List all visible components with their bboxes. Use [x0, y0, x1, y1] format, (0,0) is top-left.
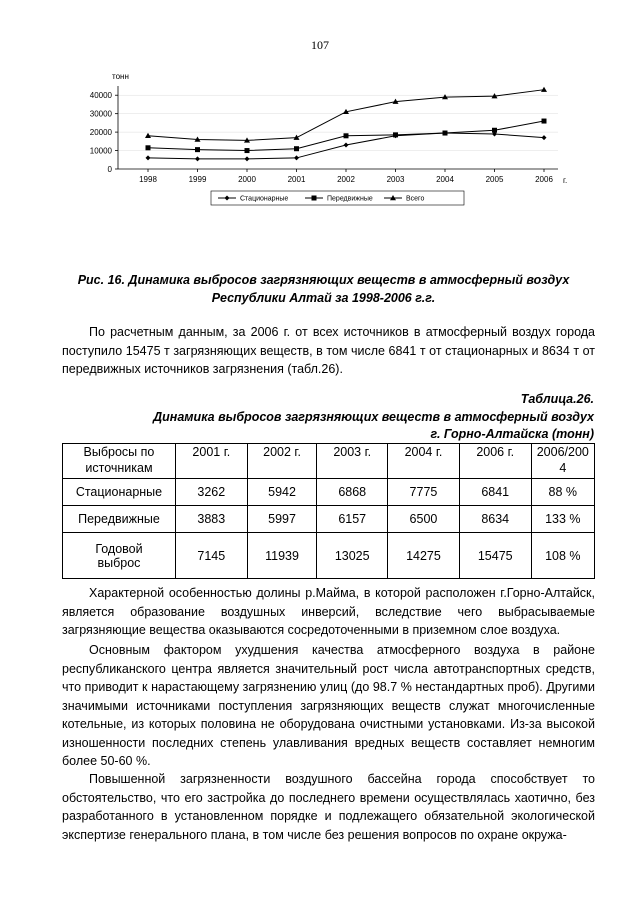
table-cell: 15475 [459, 533, 531, 579]
y-tick-label: 40000 [89, 91, 112, 101]
table-cell: 6868 [317, 479, 388, 506]
x-tick-label: 2002 [337, 175, 355, 184]
table-cell: 14275 [388, 533, 460, 579]
data-point-diamond [195, 156, 200, 161]
table-header-cell: 2006/2004 [531, 444, 594, 479]
data-point-square [294, 146, 299, 151]
data-point-square [393, 132, 398, 137]
paragraph-factors: Основным фактором ухудшения качества атмосферного воздуха в районе республиканского центра является значительный рост числа автотранспортных средств, что приводит к нарастающему загрязнению улиц (до 98.7 % нестандартных проб). Другими значимыми источниками поступления загрязняющих веществ служат многочисленные котельные, из которых половина не оборудована очистными установками. Из-за высокой изношенности последних степень улавливания вредных веществ составляет немногим более 50-60 %. [62, 643, 595, 768]
legend-marker-square [312, 196, 317, 201]
table-header-cell: 2006 г. [459, 444, 531, 479]
legend-label: Всего [406, 195, 425, 203]
data-point-diamond [245, 156, 250, 161]
y-axis-unit-label: тонн [112, 72, 129, 81]
data-point-diamond [344, 143, 349, 148]
paragraph-urban-planning: Повышенной загрязненности воздушного бассейна города способствует то обстоятельство, что его застройка до последнего времени осуществлялась хаотично, без разработанного в установленном порядке и подлежащего обязательной экологической экспертизе генерального плана, в том числе без решения вопросов по охране окружа- [62, 772, 595, 842]
x-tick-label: 2005 [485, 175, 504, 184]
table-header-cell: 2004 г. [388, 444, 460, 479]
table-header-row [63, 444, 595, 479]
data-point-diamond [542, 135, 547, 140]
table-cell: 8634 [459, 506, 531, 533]
x-tick-label: 2000 [238, 175, 256, 184]
page-number: 107 [311, 38, 329, 52]
table-row [63, 533, 595, 579]
table-cell: Передвижные [63, 506, 176, 533]
figure-caption-line2: Республики Алтай за 1998-2006 г.г. [211, 291, 436, 305]
table-cell: 5942 [247, 479, 317, 506]
x-tick-label: 2001 [287, 175, 306, 184]
table-cell: 6841 [459, 479, 531, 506]
emissions-line-chart [0, 0, 640, 215]
table-cell: Стационарные [63, 479, 176, 506]
table-row [63, 506, 595, 533]
series-line-triangle [148, 90, 544, 141]
data-point-diamond [294, 155, 299, 160]
table-cell: 88 % [531, 479, 594, 506]
table-cell: 5997 [247, 506, 317, 533]
table-cell: Годовой выброс [63, 533, 176, 579]
x-axis-unit-label: г. [563, 176, 568, 185]
figure-caption-line1: Рис. 16. Динамика выбросов загрязняющих веществ в атмосферный воздух [77, 273, 570, 287]
x-tick-label: 1998 [139, 175, 157, 184]
data-point-triangle [541, 87, 547, 92]
data-point-square [542, 119, 547, 124]
table-title-line2: г. Горно-Алтайска (тонн) [430, 427, 594, 441]
y-tick-label: 20000 [89, 128, 112, 138]
data-point-square [146, 145, 151, 150]
data-point-triangle [145, 133, 151, 138]
table-cell: 6157 [317, 506, 388, 533]
y-tick-label: 0 [107, 165, 112, 174]
table-row [63, 479, 595, 506]
table-cell: 11939 [247, 533, 317, 579]
table-header-cell: Выбросы по источникам [63, 444, 176, 479]
table-header-cell: 2002 г. [247, 444, 317, 479]
x-tick-label: 1999 [188, 175, 207, 184]
emissions-table [62, 443, 595, 579]
table-header-cell: 2003 г. [317, 444, 388, 479]
data-point-diamond [146, 155, 151, 160]
intro-paragraph: По расчетным данным, за 2006 г. от всех источников в атмосферный воздух города поступило 15475 т загрязняющих веществ, в том числе 6841 т от стационарных и 8634 т от передвижных источников загрязнения (табл.26). [62, 325, 595, 376]
legend-marker-diamond [225, 196, 230, 201]
table-cell: 3262 [175, 479, 247, 506]
paragraph-inversions: Характерной особенностью долины р.Майма, в которой расположен г.Горно-Алтайск, является образование воздушных инверсий, вследствие чего выбрасываемые загрязняющие вещества оказываются сосредоточенными в приземном слое воздуха. [62, 586, 595, 637]
data-point-square [195, 147, 200, 152]
legend-label: Стационарные [240, 195, 289, 203]
table-header-cell: 2001 г. [175, 444, 247, 479]
x-tick-label: 2003 [386, 175, 405, 184]
table-cell: 13025 [317, 533, 388, 579]
table-title-line1: Динамика выбросов загрязняющих веществ в атмосферный воздух [153, 410, 594, 424]
data-point-square [443, 131, 448, 136]
table-cell: 7145 [175, 533, 247, 579]
table-number: Таблица.26. [520, 392, 594, 406]
table-cell: 3883 [175, 506, 247, 533]
data-point-triangle [294, 135, 300, 140]
table-cell: 7775 [388, 479, 460, 506]
data-point-square [245, 148, 250, 153]
data-point-square [344, 133, 349, 138]
x-tick-label: 2006 [535, 175, 553, 184]
table-cell: 108 % [531, 533, 594, 579]
data-point-square [492, 128, 497, 133]
table-cell: 133 % [531, 506, 594, 533]
y-tick-label: 30000 [89, 109, 112, 119]
x-tick-label: 2004 [436, 175, 454, 184]
legend-label: Передвижные [327, 195, 373, 203]
y-tick-label: 10000 [89, 146, 112, 156]
table-cell: 6500 [388, 506, 460, 533]
